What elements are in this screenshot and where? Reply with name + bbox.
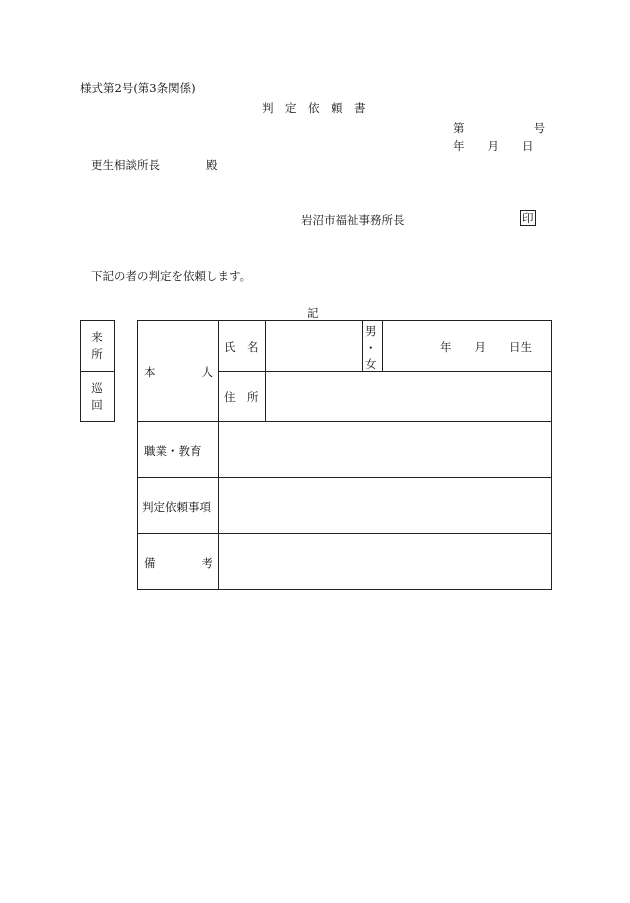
remarks-label: 備 考 — [144, 556, 213, 570]
request-text: 下記の者の判定を依頼します。 — [91, 269, 252, 283]
label-column-divider — [218, 320, 219, 590]
sex-male-label: 男 — [365, 324, 377, 338]
birthdate-label: 年 月 日生 — [440, 340, 532, 354]
row-divider-name-address — [218, 371, 552, 372]
address-label: 住 所 — [224, 390, 259, 404]
seal-char: 印 — [522, 211, 534, 225]
row-divider-occupation-request — [137, 477, 552, 478]
sex-column-right-divider — [382, 320, 383, 371]
row-divider-person-occupation — [137, 421, 552, 422]
addressee: 更生相談所長 殿 — [91, 158, 218, 172]
visit-type-divider — [80, 371, 115, 372]
sender: 岩沼市福祉事務所長 — [301, 213, 405, 227]
document-date-label: 年 月 日 — [453, 139, 534, 153]
document-title: 判 定 依 頼 書 — [262, 101, 366, 115]
document-number-label: 第 号 — [453, 121, 545, 135]
sex-dot: ・ — [365, 341, 377, 355]
note-heading: 記 — [307, 306, 319, 320]
visit-raisho-label: 来所 — [91, 330, 103, 361]
sex-column-left-divider — [362, 320, 363, 371]
visit-junkai-label: 巡回 — [91, 381, 103, 412]
row-divider-request-remarks — [137, 533, 552, 534]
seal-mark — [520, 210, 536, 226]
name-label: 氏 名 — [224, 340, 259, 354]
occupation-label: 職業・教育 — [144, 444, 202, 458]
subfield-divider — [265, 320, 266, 421]
request-matters-label: 判定依頼事項 — [142, 500, 211, 514]
form-number: 様式第2号(第3条関係) — [80, 81, 196, 95]
sex-female-label: 女 — [365, 357, 377, 371]
person-label: 本 人 — [144, 365, 213, 379]
